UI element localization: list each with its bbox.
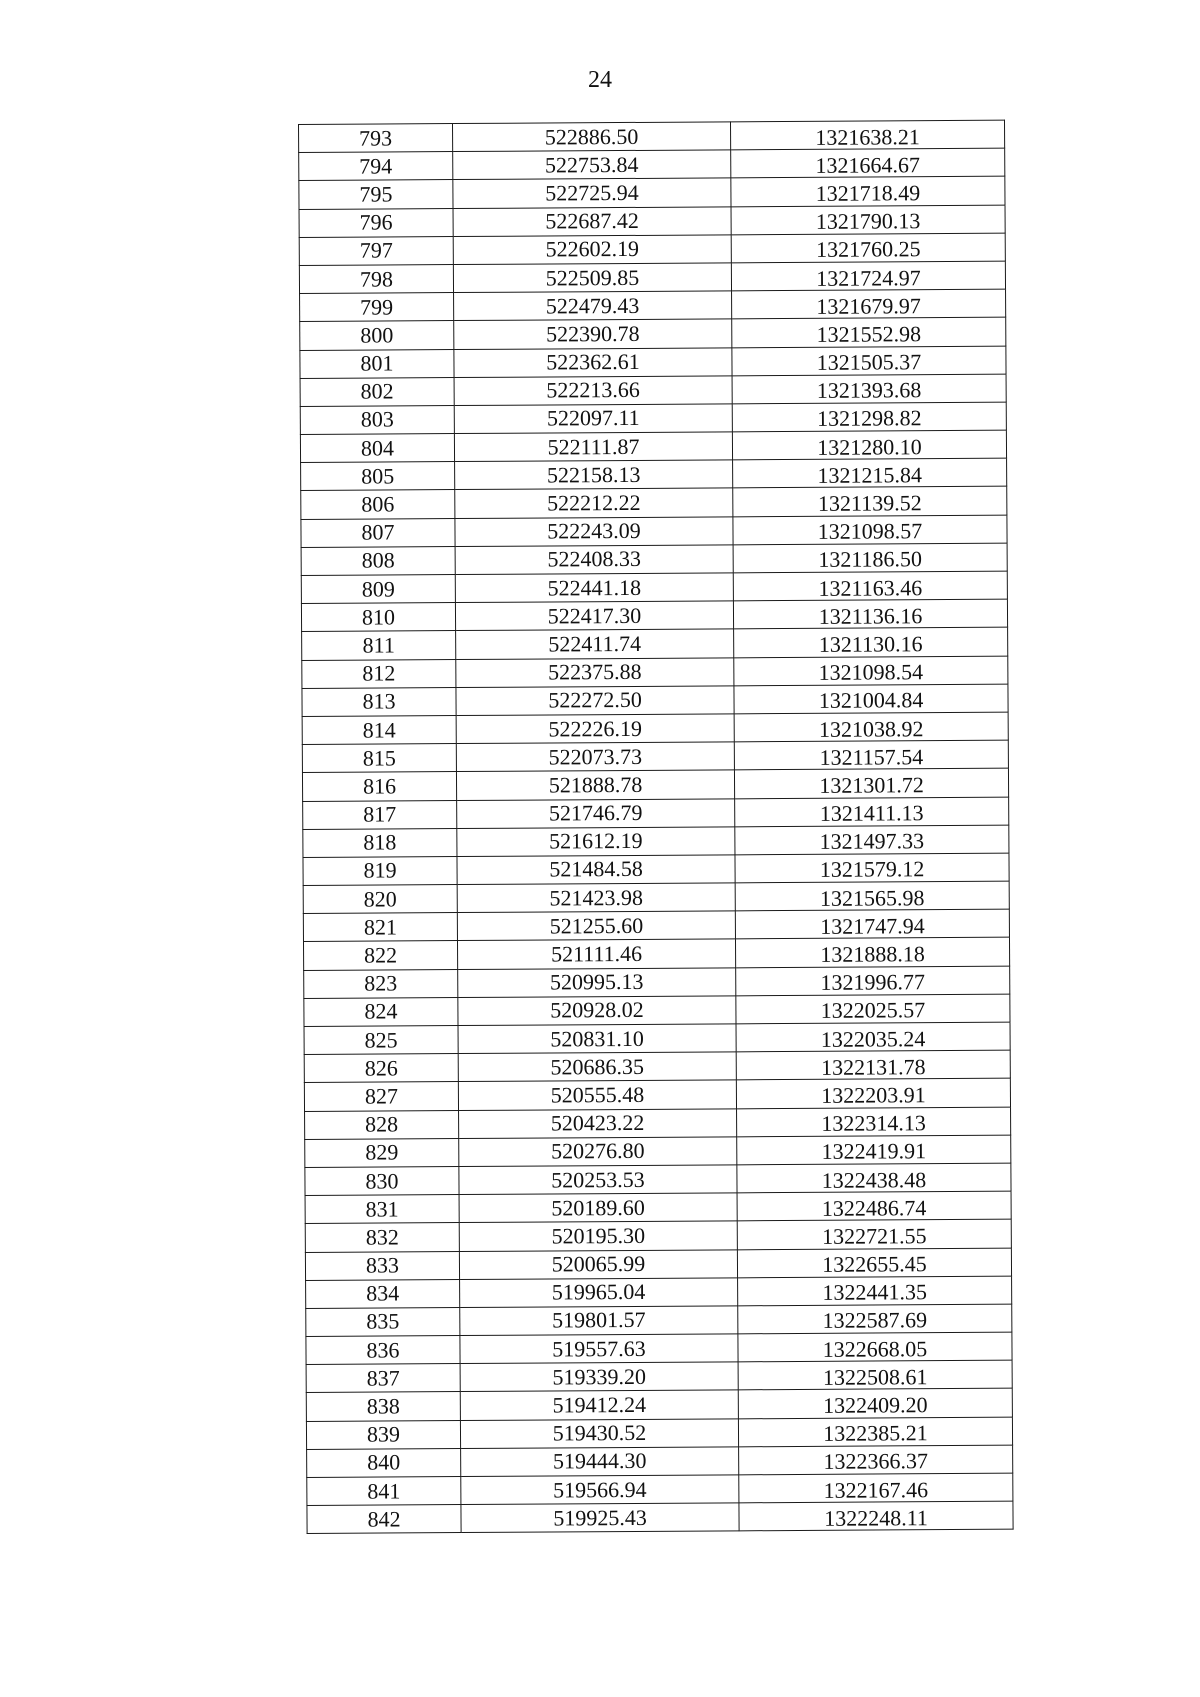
table-row [304, 966, 1010, 998]
table-row [299, 120, 1005, 152]
table-row [302, 740, 1008, 772]
point-number-cell: 802 [300, 377, 454, 406]
x-coordinate-cell: 519801.57 [460, 1306, 738, 1336]
x-coordinate-cell: 522509.85 [453, 263, 731, 293]
y-coordinate-cell: 1322587.69 [738, 1304, 1012, 1334]
table-row [302, 768, 1008, 800]
point-number-cell: 808 [301, 546, 455, 575]
table-row [300, 402, 1006, 434]
x-coordinate-cell: 521255.60 [457, 911, 735, 941]
y-coordinate-cell: 1322248.11 [739, 1501, 1013, 1531]
y-coordinate-cell: 1322438.48 [737, 1163, 1011, 1193]
point-number-cell: 804 [300, 434, 454, 463]
y-coordinate-cell: 1321098.54 [734, 656, 1008, 686]
x-coordinate-cell: 519339.20 [460, 1362, 738, 1392]
x-coordinate-cell: 522362.61 [454, 347, 732, 377]
y-coordinate-cell: 1321505.37 [732, 346, 1006, 376]
y-coordinate-cell: 1321186.50 [733, 543, 1007, 573]
point-number-cell: 835 [306, 1307, 460, 1336]
y-coordinate-cell: 1322409.20 [738, 1389, 1012, 1419]
x-coordinate-cell: 522111.87 [454, 432, 732, 462]
table-row [299, 233, 1005, 265]
x-coordinate-cell: 522417.30 [455, 601, 733, 631]
y-coordinate-cell: 1321163.46 [733, 571, 1007, 601]
table-row [301, 458, 1007, 490]
y-coordinate-cell: 1321411.13 [735, 797, 1009, 827]
y-coordinate-cell: 1321790.13 [731, 205, 1005, 235]
x-coordinate-cell: 519925.43 [461, 1503, 739, 1533]
y-coordinate-cell: 1322025.57 [736, 994, 1010, 1024]
y-coordinate-cell: 1321724.97 [731, 261, 1005, 291]
point-number-cell: 826 [304, 1054, 458, 1083]
x-coordinate-cell: 519965.04 [460, 1278, 738, 1308]
table-row [305, 1107, 1011, 1139]
x-coordinate-cell: 520423.22 [459, 1108, 737, 1138]
table-row [303, 909, 1009, 941]
table-row [304, 1050, 1010, 1082]
y-coordinate-cell: 1321139.52 [733, 487, 1007, 517]
y-coordinate-cell: 1322203.91 [736, 1079, 1010, 1109]
x-coordinate-cell: 522158.13 [455, 460, 733, 490]
point-number-cell: 800 [300, 321, 454, 350]
x-coordinate-cell: 522886.50 [453, 122, 731, 152]
table-row [307, 1473, 1013, 1505]
x-coordinate-cell: 520995.13 [458, 967, 736, 997]
table-row [306, 1360, 1012, 1392]
point-number-cell: 825 [304, 1026, 458, 1055]
point-number-cell: 831 [305, 1195, 459, 1224]
table-row [301, 487, 1007, 519]
x-coordinate-cell: 521423.98 [457, 883, 735, 913]
point-number-cell: 837 [306, 1364, 460, 1393]
y-coordinate-cell: 1321552.98 [732, 317, 1006, 347]
x-coordinate-cell: 521111.46 [457, 939, 735, 969]
point-number-cell: 840 [307, 1448, 461, 1477]
x-coordinate-cell: 520195.30 [459, 1221, 737, 1251]
table-row [305, 1135, 1011, 1167]
table-row [305, 1219, 1011, 1251]
table-row [306, 1389, 1012, 1421]
y-coordinate-cell: 1321004.84 [734, 684, 1008, 714]
point-number-cell: 836 [306, 1336, 460, 1365]
table-row [306, 1417, 1012, 1449]
x-coordinate-cell: 519444.30 [461, 1447, 739, 1477]
point-number-cell: 838 [306, 1392, 460, 1421]
point-number-cell: 829 [305, 1138, 459, 1167]
x-coordinate-cell: 522213.66 [454, 376, 732, 406]
point-number-cell: 794 [299, 152, 453, 181]
table-row [304, 1079, 1010, 1111]
y-coordinate-cell: 1322441.35 [738, 1276, 1012, 1306]
point-number-cell: 832 [305, 1223, 459, 1252]
y-coordinate-cell: 1321565.98 [735, 881, 1009, 911]
point-number-cell: 813 [302, 687, 456, 716]
point-number-cell: 805 [301, 462, 455, 491]
point-number-cell: 815 [302, 744, 456, 773]
point-number-cell: 818 [303, 828, 457, 857]
table-row [305, 1191, 1011, 1223]
x-coordinate-cell: 519566.94 [461, 1475, 739, 1505]
point-number-cell: 830 [305, 1166, 459, 1195]
point-number-cell: 806 [301, 490, 455, 519]
point-number-cell: 841 [307, 1477, 461, 1506]
x-coordinate-cell: 520555.48 [458, 1080, 736, 1110]
x-coordinate-cell: 522073.73 [456, 742, 734, 772]
y-coordinate-cell: 1321215.84 [733, 458, 1007, 488]
x-coordinate-cell: 522272.50 [456, 686, 734, 716]
table-row [303, 825, 1009, 857]
y-coordinate-cell: 1321136.16 [733, 599, 1007, 629]
y-coordinate-cell: 1321747.94 [735, 909, 1009, 939]
point-number-cell: 810 [301, 603, 455, 632]
y-coordinate-cell: 1321579.12 [735, 853, 1009, 883]
table-row [300, 374, 1006, 406]
table-row [304, 1022, 1010, 1054]
table-row [307, 1445, 1013, 1477]
y-coordinate-cell: 1322721.55 [737, 1219, 1011, 1249]
table-row [305, 1163, 1011, 1195]
point-number-cell: 799 [300, 293, 454, 322]
x-coordinate-cell: 522375.88 [456, 657, 734, 687]
x-coordinate-cell: 521612.19 [457, 827, 735, 857]
y-coordinate-cell: 1321130.16 [734, 628, 1008, 658]
y-coordinate-cell: 1321996.77 [736, 966, 1010, 996]
x-coordinate-cell: 519430.52 [460, 1418, 738, 1448]
y-coordinate-cell: 1321393.68 [732, 374, 1006, 404]
table-row [300, 430, 1006, 462]
table-row [299, 205, 1005, 237]
table-row [301, 543, 1007, 575]
point-number-cell: 812 [302, 659, 456, 688]
y-coordinate-cell: 1321157.54 [734, 740, 1008, 770]
y-coordinate-cell: 1322314.13 [737, 1107, 1011, 1137]
table-row [303, 881, 1009, 913]
x-coordinate-cell: 522243.09 [455, 516, 733, 546]
y-coordinate-cell: 1322655.45 [737, 1248, 1011, 1278]
x-coordinate-cell: 520253.53 [459, 1165, 737, 1195]
table-row [305, 1248, 1011, 1280]
y-coordinate-cell: 1322486.74 [737, 1191, 1011, 1221]
y-coordinate-cell: 1321497.33 [735, 825, 1009, 855]
point-number-cell: 833 [305, 1251, 459, 1280]
point-number-cell: 820 [303, 885, 457, 914]
x-coordinate-cell: 519412.24 [460, 1390, 738, 1420]
point-number-cell: 811 [302, 631, 456, 660]
point-number-cell: 819 [303, 856, 457, 885]
y-coordinate-cell: 1321301.72 [734, 768, 1008, 798]
y-coordinate-cell: 1322419.91 [737, 1135, 1011, 1165]
y-coordinate-cell: 1322668.05 [738, 1332, 1012, 1362]
point-number-cell: 814 [302, 715, 456, 744]
page-number: 24 [588, 67, 612, 93]
table-row [299, 148, 1005, 180]
table-row [299, 261, 1005, 293]
point-number-cell: 807 [301, 518, 455, 547]
x-coordinate-cell: 522725.94 [453, 178, 731, 208]
y-coordinate-cell: 1321664.67 [731, 148, 1005, 178]
table-row [302, 628, 1008, 660]
x-coordinate-cell: 520928.02 [458, 996, 736, 1026]
y-coordinate-cell: 1321888.18 [735, 938, 1009, 968]
y-coordinate-cell: 1321038.92 [734, 712, 1008, 742]
y-coordinate-cell: 1322508.61 [738, 1360, 1012, 1390]
table-row [306, 1332, 1012, 1364]
point-number-cell: 834 [306, 1279, 460, 1308]
table-row [302, 656, 1008, 688]
x-coordinate-cell: 522226.19 [456, 714, 734, 744]
x-coordinate-cell: 522408.33 [455, 545, 733, 575]
y-coordinate-cell: 1322131.78 [736, 1050, 1010, 1080]
y-coordinate-cell: 1321760.25 [731, 233, 1005, 263]
x-coordinate-cell: 522687.42 [453, 206, 731, 236]
y-coordinate-cell: 1322035.24 [736, 1022, 1010, 1052]
coordinates-table-body [299, 120, 1014, 1534]
y-coordinate-cell: 1321280.10 [732, 430, 1006, 460]
table-row [303, 853, 1009, 885]
table-row [303, 938, 1009, 970]
table-row [302, 712, 1008, 744]
x-coordinate-cell: 520831.10 [458, 1024, 736, 1054]
point-number-cell: 797 [299, 236, 453, 265]
point-number-cell: 809 [301, 575, 455, 604]
x-coordinate-cell: 522390.78 [454, 319, 732, 349]
x-coordinate-cell: 521746.79 [457, 798, 735, 828]
y-coordinate-cell: 1322167.46 [739, 1473, 1013, 1503]
x-coordinate-cell: 522411.74 [456, 629, 734, 659]
point-number-cell: 824 [304, 997, 458, 1026]
x-coordinate-cell: 522097.11 [454, 404, 732, 434]
point-number-cell: 821 [303, 913, 457, 942]
point-number-cell: 793 [299, 124, 453, 153]
table-row [306, 1276, 1012, 1308]
point-number-cell: 822 [303, 941, 457, 970]
point-number-cell: 801 [300, 349, 454, 378]
y-coordinate-cell: 1322366.37 [739, 1445, 1013, 1475]
table-row [299, 177, 1005, 209]
table-row [301, 599, 1007, 631]
point-number-cell: 803 [300, 405, 454, 434]
x-coordinate-cell: 520065.99 [459, 1249, 737, 1279]
point-number-cell: 798 [299, 264, 453, 293]
x-coordinate-cell: 520276.80 [459, 1137, 737, 1167]
table-row [300, 317, 1006, 349]
x-coordinate-cell: 522602.19 [453, 235, 731, 265]
table-row [301, 515, 1007, 547]
point-number-cell: 839 [306, 1420, 460, 1449]
x-coordinate-cell: 520189.60 [459, 1193, 737, 1223]
y-coordinate-cell: 1322385.21 [738, 1417, 1012, 1447]
y-coordinate-cell: 1321638.21 [730, 120, 1004, 150]
y-coordinate-cell: 1321679.97 [732, 289, 1006, 319]
x-coordinate-cell: 521888.78 [456, 770, 734, 800]
y-coordinate-cell: 1321298.82 [732, 402, 1006, 432]
point-number-cell: 816 [302, 772, 456, 801]
point-number-cell: 817 [303, 800, 457, 829]
x-coordinate-cell: 522441.18 [455, 573, 733, 603]
table-row [300, 289, 1006, 321]
table-row [307, 1501, 1013, 1533]
x-coordinate-cell: 522212.22 [455, 488, 733, 518]
table-row [306, 1304, 1012, 1336]
point-number-cell: 795 [299, 180, 453, 209]
table-row [303, 797, 1009, 829]
x-coordinate-cell: 520686.35 [458, 1052, 736, 1082]
coordinates-table [298, 120, 1014, 1535]
point-number-cell: 827 [304, 1082, 458, 1111]
x-coordinate-cell: 522753.84 [453, 150, 731, 180]
x-coordinate-cell: 521484.58 [457, 855, 735, 885]
point-number-cell: 823 [304, 969, 458, 998]
point-number-cell: 842 [307, 1505, 461, 1534]
x-coordinate-cell: 522479.43 [454, 291, 732, 321]
point-number-cell: 828 [305, 1110, 459, 1139]
table-row [301, 571, 1007, 603]
table-row [302, 684, 1008, 716]
table-row [300, 346, 1006, 378]
y-coordinate-cell: 1321718.49 [731, 177, 1005, 207]
y-coordinate-cell: 1321098.57 [733, 515, 1007, 545]
point-number-cell: 796 [299, 208, 453, 237]
x-coordinate-cell: 519557.63 [460, 1334, 738, 1364]
table-row [304, 994, 1010, 1026]
